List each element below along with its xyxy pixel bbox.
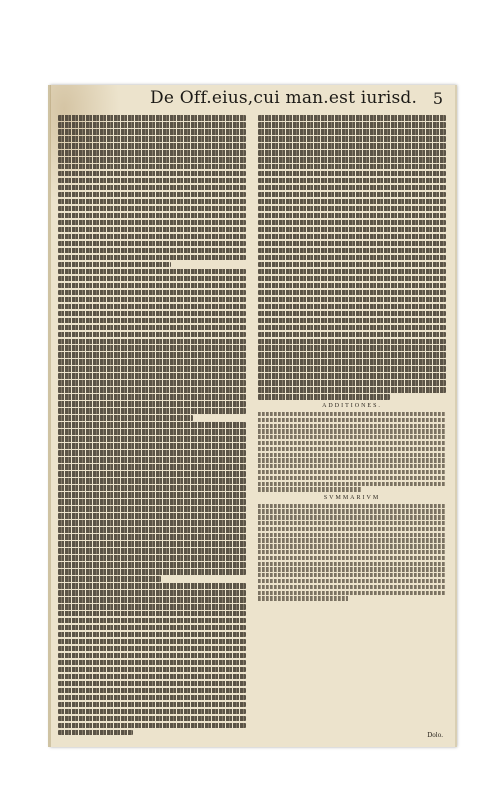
text-line (258, 199, 446, 205)
text-line (258, 424, 446, 428)
text-line (58, 618, 246, 624)
text-line (258, 290, 446, 296)
summarium-title: SVMMARIVM (323, 494, 381, 501)
text-line (58, 136, 246, 142)
text-line (258, 262, 446, 268)
text-line (58, 366, 246, 372)
catchword: Dolo. (427, 731, 443, 739)
text-line (258, 458, 446, 462)
text-line (258, 143, 446, 149)
text-line (58, 352, 246, 358)
right-column (258, 115, 446, 602)
text-line (258, 339, 446, 345)
text-line (58, 520, 246, 526)
text-line (258, 482, 446, 486)
text-line (58, 380, 246, 386)
text-line (258, 178, 446, 184)
text-line (258, 220, 446, 226)
text-line (258, 297, 446, 303)
text-line (58, 373, 246, 379)
text-line (58, 443, 246, 449)
text-line (58, 359, 246, 365)
text-line (258, 509, 446, 513)
text-line (258, 366, 446, 372)
text-line (258, 429, 446, 433)
text-line (58, 394, 246, 400)
text-line (258, 453, 446, 457)
text-line (58, 513, 246, 519)
text-line (58, 478, 246, 484)
text-line (58, 527, 246, 533)
text-line (58, 695, 246, 701)
text-line (58, 541, 246, 547)
text-line (58, 464, 246, 470)
text-line (58, 471, 246, 477)
text-line (58, 646, 246, 652)
text-line (58, 401, 246, 407)
text-line (58, 548, 246, 554)
text-line (258, 206, 446, 212)
text-line (258, 533, 446, 537)
text-line (258, 311, 446, 317)
text-line (58, 639, 246, 645)
text-line (258, 359, 446, 365)
text-line (258, 332, 446, 338)
text-line (258, 241, 446, 247)
text-line (58, 185, 246, 191)
text-line (58, 555, 246, 561)
text-line (258, 157, 446, 163)
text-line (58, 171, 246, 177)
text-line (58, 590, 246, 596)
text-line (58, 143, 246, 149)
text-line (258, 527, 446, 531)
text-line (258, 447, 446, 451)
text-line (258, 585, 446, 589)
text-line (258, 387, 446, 393)
text-line (258, 435, 446, 439)
left-column-text (58, 115, 246, 737)
text-line (258, 227, 446, 233)
text-line (258, 562, 446, 566)
text-line (258, 248, 446, 254)
text-line (58, 283, 246, 289)
page-number: 5 (432, 89, 443, 108)
text-line (58, 625, 246, 631)
text-line (258, 129, 446, 135)
text-line (58, 436, 246, 442)
text-line (258, 441, 446, 445)
text-line (258, 504, 446, 508)
text-line (58, 325, 246, 331)
text-line (258, 283, 446, 289)
text-line (258, 304, 446, 310)
text-line (258, 596, 348, 600)
text-line (258, 136, 446, 142)
text-line (58, 164, 246, 170)
text-line (258, 487, 361, 491)
text-line (58, 115, 246, 121)
text-line (58, 422, 246, 428)
text-line (258, 213, 446, 219)
additiones-text (258, 412, 446, 492)
text-line (258, 464, 446, 468)
text-line (258, 556, 446, 560)
text-line (258, 538, 446, 542)
text-line (58, 213, 246, 219)
additiones-title: ADDITIONES. (322, 402, 382, 409)
right-column-text (258, 115, 446, 400)
text-line (58, 716, 246, 722)
text-line (58, 345, 246, 351)
text-line (58, 667, 246, 673)
text-line (258, 164, 446, 170)
text-line (58, 674, 246, 680)
text-line (58, 304, 246, 310)
text-line (258, 345, 446, 351)
text-line (58, 199, 246, 205)
text-line (258, 476, 446, 480)
text-line (58, 492, 246, 498)
text-line (58, 241, 246, 247)
text-line (58, 562, 246, 568)
text-line (58, 450, 246, 456)
text-line (258, 150, 446, 156)
text-line (58, 178, 246, 184)
text-line (58, 318, 246, 324)
text-line (258, 573, 446, 577)
text-line (258, 380, 446, 386)
text-line (258, 122, 446, 128)
text-line (58, 583, 246, 589)
text-line (58, 206, 246, 212)
text-line (258, 325, 446, 331)
text-line (258, 171, 446, 177)
text-line (258, 579, 446, 583)
text-line (58, 576, 161, 582)
text-line (58, 339, 246, 345)
text-line (58, 311, 246, 317)
text-line (258, 115, 446, 121)
text-line (58, 632, 246, 638)
text-line (58, 723, 246, 729)
text-line (258, 544, 446, 548)
text-line (258, 373, 446, 379)
text-line (258, 185, 446, 191)
text-line (58, 534, 246, 540)
text-line (58, 506, 246, 512)
text-line (58, 269, 246, 275)
text-line (58, 688, 246, 694)
text-line (58, 276, 246, 282)
text-line (58, 262, 171, 268)
book-page (50, 85, 457, 747)
text-line (58, 429, 246, 435)
text-line (258, 276, 446, 282)
text-line (58, 681, 246, 687)
text-line (258, 192, 446, 198)
text-line (58, 387, 246, 393)
text-line (258, 470, 446, 474)
text-line (58, 150, 246, 156)
text-line (58, 415, 193, 421)
text-line (58, 597, 246, 603)
text-line (58, 248, 246, 254)
text-line (258, 394, 390, 400)
text-line (58, 297, 246, 303)
text-line (258, 567, 446, 571)
text-line (58, 227, 246, 233)
text-line (258, 515, 446, 519)
text-line (58, 408, 246, 414)
text-line (58, 234, 246, 240)
text-line (258, 550, 446, 554)
text-line (258, 412, 446, 416)
text-line (258, 234, 446, 240)
text-line (58, 192, 246, 198)
text-line (58, 290, 246, 296)
text-line (258, 521, 446, 525)
text-line (58, 604, 246, 610)
text-line (58, 122, 246, 128)
text-line (58, 499, 246, 505)
text-line (58, 332, 246, 338)
text-line (258, 352, 446, 358)
text-line (58, 569, 246, 575)
text-line (258, 255, 446, 261)
text-line (58, 129, 246, 135)
text-line (58, 702, 246, 708)
text-line (58, 457, 246, 463)
text-line (58, 730, 133, 736)
text-line (258, 318, 446, 324)
text-line (58, 255, 246, 261)
text-line (258, 591, 446, 595)
running-head: De Off.eius,cui man.est iurisd. (150, 88, 418, 108)
text-line (58, 157, 246, 163)
text-line (258, 418, 446, 422)
summarium-text (258, 504, 446, 601)
text-line (58, 485, 246, 491)
text-line (58, 611, 246, 617)
text-line (258, 269, 446, 275)
text-line (58, 709, 246, 715)
text-line (58, 660, 246, 666)
text-line (58, 220, 246, 226)
text-line (58, 653, 246, 659)
